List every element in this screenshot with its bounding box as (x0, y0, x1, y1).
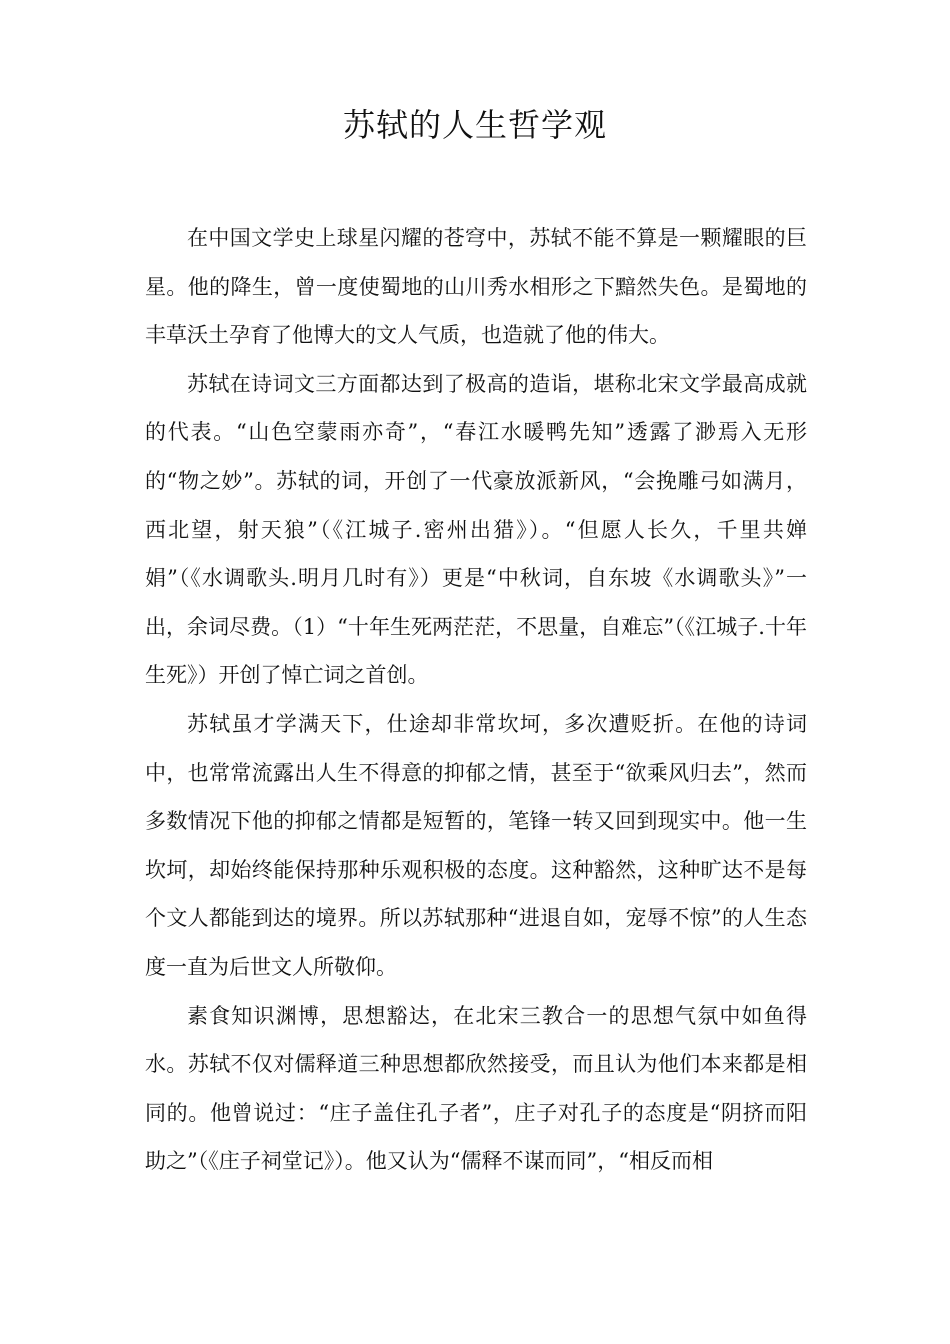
paragraph-3: 苏轼虽才学满天下，仕途却非常坎坷，多次遭贬折。在他的诗词中，也常常流露出人生不得意的抑郁之情，甚至于“欲乘风归去”，然而多数情况下他的抑郁之情都是短暂的，笔锋一转又回到现实中。他一生坎坷，却始终能保持那种乐观积极的态度。这种豁然，这种旷达不是每个文人都能到达的境界。所以苏轼那种“进退自如，宠辱不惊”的人生态度一直为后世文人所敬仰。 (145, 711, 807, 979)
paragraph-2: 苏轼在诗词文三方面都达到了极高的造诣，堪称北宋文学最高成就的代表。“山色空蒙雨亦奇”，“春江水暖鸭先知”透露了渺焉入无形的“物之妙”。苏轼的词，开创了一代豪放派新风，“会挽雕弓如满月，西北望，射天狼”（《江城子.密州出猎》）。“但愿人长久，千里共婵娟”（《水调歌头.明月几时有》）更是“中秋词，自东坡《水调歌头》”一出，余词尽费。（1）“十年生死两茫茫，不思量，自难忘”（《江城子.十年生死》）开创了悼亡词之首创。 (145, 371, 807, 688)
paragraph-1: 在中国文学史上球星闪耀的苍穹中，苏轼不能不算是一颗耀眼的巨星。他的降生，曾一度使蜀地的山川秀水相形之下黯然失色。是蜀地的丰草沃土孕育了他博大的文人气质，也造就了他的伟大。 (145, 226, 807, 348)
document-body (145, 214, 807, 1186)
paragraph-4: 素食知识渊博，思想豁达，在北宋三教合一的思想气氛中如鱼得水。苏轼不仅对儒释道三种思想都欣然接受，而且认为他们本来都是相同的。他曾说过：“庄子盖住孔子者”，庄子对孔子的态度是“阴挤而阳助之”（《庄子祠堂记》）。他又认为“儒释不谋而同”，“相反而相 (145, 1003, 807, 1174)
document-title: 苏轼的人生哲学观 (342, 106, 607, 144)
